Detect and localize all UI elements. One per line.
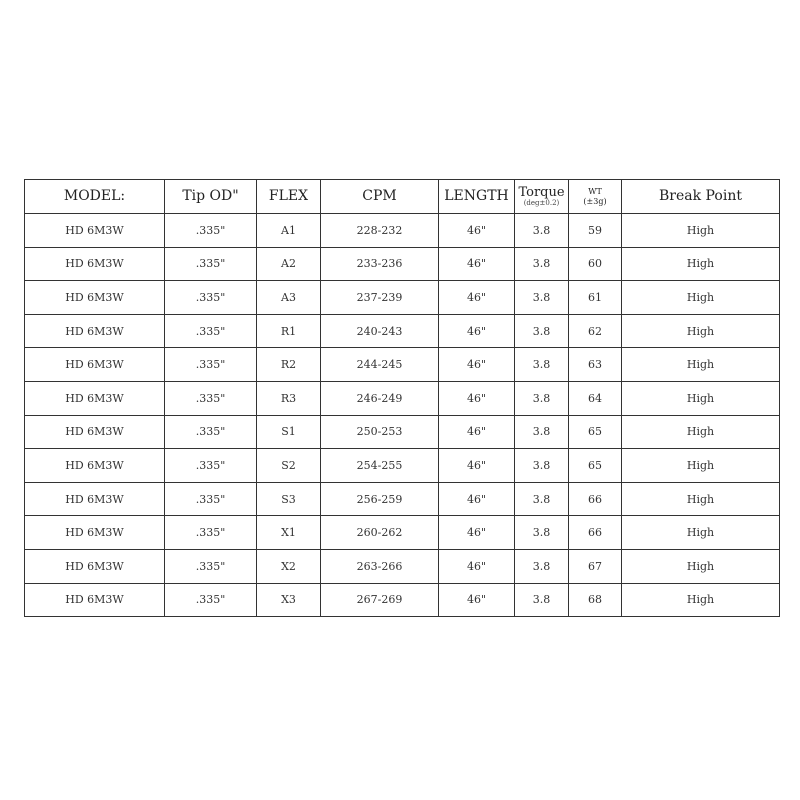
cell-tip-od: .335" (165, 449, 257, 483)
cell-cpm: 267-269 (321, 583, 439, 617)
cell-cpm: 228-232 (321, 214, 439, 248)
table-row (25, 281, 780, 315)
cell-torque: 3.8 (515, 314, 569, 348)
cell-cpm: 250-253 (321, 415, 439, 449)
table-row (25, 549, 780, 583)
cell-tip-od: .335" (165, 516, 257, 550)
cell-flex: S3 (257, 482, 321, 516)
table-row (25, 583, 780, 617)
shaft-spec-table (24, 179, 780, 617)
cell-model: HD 6M3W (25, 247, 165, 281)
cell-tip-od: .335" (165, 281, 257, 315)
cell-wt: 65 (569, 415, 622, 449)
cell-model: HD 6M3W (25, 415, 165, 449)
cell-tip-od: .335" (165, 247, 257, 281)
cell-length: 46" (439, 415, 515, 449)
cell-break-point: High (622, 583, 780, 617)
cell-tip-od: .335" (165, 482, 257, 516)
cell-wt: 67 (569, 549, 622, 583)
cell-model: HD 6M3W (25, 348, 165, 382)
cell-flex: R1 (257, 314, 321, 348)
cell-torque: 3.8 (515, 281, 569, 315)
cell-torque: 3.8 (515, 583, 569, 617)
table-row (25, 516, 780, 550)
cell-torque: 3.8 (515, 348, 569, 382)
table-row (25, 415, 780, 449)
cell-model: HD 6M3W (25, 281, 165, 315)
cell-length: 46" (439, 281, 515, 315)
cell-flex: S1 (257, 415, 321, 449)
cell-break-point: High (622, 247, 780, 281)
cell-length: 46" (439, 314, 515, 348)
cell-torque: 3.8 (515, 449, 569, 483)
header-row (25, 180, 780, 214)
cell-length: 46" (439, 549, 515, 583)
cell-break-point: High (622, 348, 780, 382)
cell-length: 46" (439, 449, 515, 483)
cell-cpm: 263-266 (321, 549, 439, 583)
cell-torque: 3.8 (515, 516, 569, 550)
header-model (25, 180, 165, 214)
header-wt-label: WT (588, 186, 602, 196)
cell-model: HD 6M3W (25, 583, 165, 617)
cell-length: 46" (439, 214, 515, 248)
cell-torque: 3.8 (515, 381, 569, 415)
cell-cpm: 233-236 (321, 247, 439, 281)
header-wt-unit: (±3g) (583, 196, 607, 206)
cell-length: 46" (439, 516, 515, 550)
cell-flex: S2 (257, 449, 321, 483)
cell-wt: 61 (569, 281, 622, 315)
cell-model: HD 6M3W (25, 314, 165, 348)
spec-table-body (25, 214, 780, 617)
cell-tip-od: .335" (165, 214, 257, 248)
cell-cpm: 237-239 (321, 281, 439, 315)
cell-cpm: 244-245 (321, 348, 439, 382)
header-length (439, 180, 515, 214)
table-row (25, 348, 780, 382)
cell-wt: 60 (569, 247, 622, 281)
cell-tip-od: .335" (165, 549, 257, 583)
cell-wt: 66 (569, 516, 622, 550)
cell-model: HD 6M3W (25, 381, 165, 415)
cell-flex: A2 (257, 247, 321, 281)
cell-cpm: 260-262 (321, 516, 439, 550)
cell-tip-od: .335" (165, 348, 257, 382)
table-row (25, 314, 780, 348)
cell-flex: X1 (257, 516, 321, 550)
table-row (25, 381, 780, 415)
cell-torque: 3.8 (515, 214, 569, 248)
header-wt (569, 180, 622, 214)
header-length-label: LENGTH (444, 187, 509, 204)
header-break-point-label: Break Point (659, 187, 742, 204)
cell-wt: 64 (569, 381, 622, 415)
cell-length: 46" (439, 583, 515, 617)
cell-tip-od: .335" (165, 583, 257, 617)
header-torque-unit: (deg±0.2) (523, 198, 560, 207)
cell-break-point: High (622, 516, 780, 550)
header-tip-od-label: Tip OD" (182, 187, 239, 204)
cell-break-point: High (622, 381, 780, 415)
cell-cpm: 256-259 (321, 482, 439, 516)
cell-cpm: 246-249 (321, 381, 439, 415)
cell-model: HD 6M3W (25, 516, 165, 550)
cell-break-point: High (622, 214, 780, 248)
header-torque-label: Torque (518, 184, 565, 200)
header-cpm-label: CPM (362, 187, 397, 204)
header-break-point (622, 180, 780, 214)
cell-tip-od: .335" (165, 314, 257, 348)
header-tip-od (165, 180, 257, 214)
cell-tip-od: .335" (165, 381, 257, 415)
cell-wt: 59 (569, 214, 622, 248)
cell-tip-od: .335" (165, 415, 257, 449)
cell-wt: 62 (569, 314, 622, 348)
table-row (25, 449, 780, 483)
header-torque (515, 180, 569, 214)
cell-torque: 3.8 (515, 482, 569, 516)
table-row (25, 247, 780, 281)
cell-break-point: High (622, 549, 780, 583)
header-cpm (321, 180, 439, 214)
cell-flex: X3 (257, 583, 321, 617)
cell-model: HD 6M3W (25, 214, 165, 248)
cell-cpm: 240-243 (321, 314, 439, 348)
cell-length: 46" (439, 381, 515, 415)
cell-flex: X2 (257, 549, 321, 583)
cell-model: HD 6M3W (25, 449, 165, 483)
cell-flex: R2 (257, 348, 321, 382)
table-row (25, 482, 780, 516)
cell-model: HD 6M3W (25, 482, 165, 516)
cell-length: 46" (439, 482, 515, 516)
header-flex-label: FLEX (268, 187, 309, 204)
cell-length: 46" (439, 348, 515, 382)
cell-break-point: High (622, 415, 780, 449)
cell-break-point: High (622, 281, 780, 315)
table-row (25, 214, 780, 248)
cell-break-point: High (622, 314, 780, 348)
header-flex (257, 180, 321, 214)
cell-torque: 3.8 (515, 549, 569, 583)
cell-wt: 68 (569, 583, 622, 617)
cell-flex: A1 (257, 214, 321, 248)
cell-break-point: High (622, 482, 780, 516)
cell-wt: 63 (569, 348, 622, 382)
cell-cpm: 254-255 (321, 449, 439, 483)
cell-flex: R3 (257, 381, 321, 415)
header-model-label: MODEL: (63, 187, 126, 204)
cell-wt: 66 (569, 482, 622, 516)
cell-break-point: High (622, 449, 780, 483)
cell-flex: A3 (257, 281, 321, 315)
cell-wt: 65 (569, 449, 622, 483)
cell-length: 46" (439, 247, 515, 281)
cell-model: HD 6M3W (25, 549, 165, 583)
cell-torque: 3.8 (515, 247, 569, 281)
cell-torque: 3.8 (515, 415, 569, 449)
